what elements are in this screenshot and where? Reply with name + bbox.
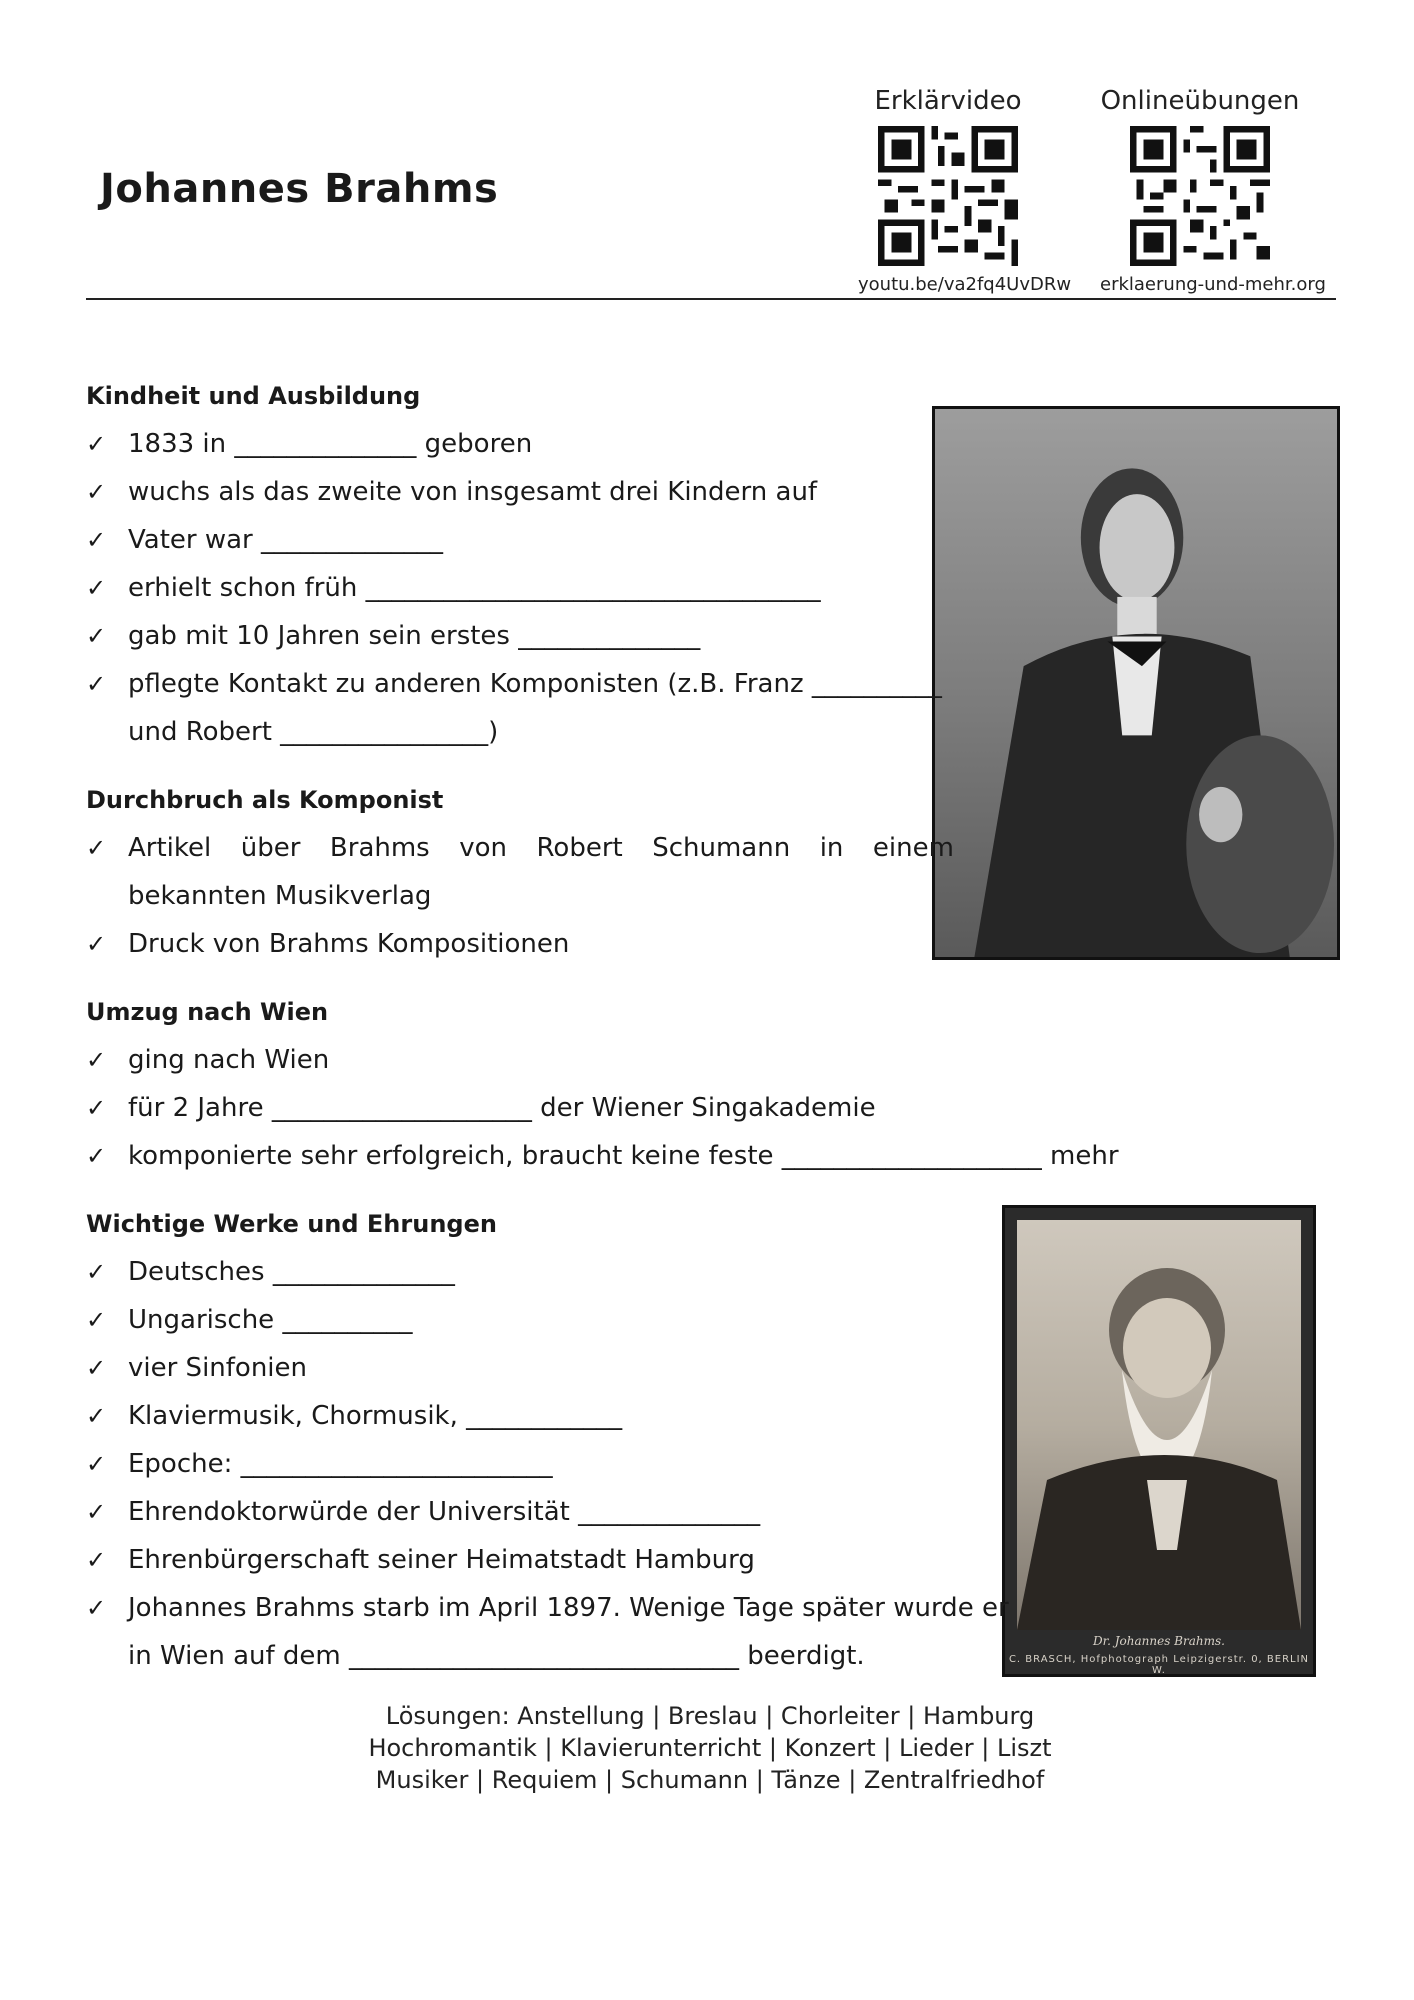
item-continuation: in Wien auf dem ______________________________ beerdigt. [128, 1641, 865, 1671]
item-text-justified [128, 824, 954, 872]
check-icon: ✓ [86, 1546, 107, 1574]
word: Schumann [652, 833, 791, 863]
check-icon: ✓ [86, 1046, 107, 1074]
qr-code-icon[interactable] [878, 126, 1018, 266]
qr-block-exercises [1100, 86, 1326, 295]
item-text: vier Sinfonien [128, 1353, 308, 1383]
qr-block-video [858, 86, 1072, 295]
section-heading: Wichtige Werke und Ehrungen [86, 1210, 497, 1238]
section-heading: Kindheit und Ausbildung [86, 382, 421, 410]
list-item [86, 420, 1336, 468]
solutions-box [300, 1700, 1120, 1796]
check-icon: ✓ [86, 622, 107, 650]
list-item [86, 1344, 1336, 1392]
list-item [86, 516, 1336, 564]
list-item [86, 1536, 1336, 1584]
item-text: wuchs als das zweite von insgesamt drei Kindern auf [128, 477, 818, 507]
item-text: Druck von Brahms Kompositionen [128, 929, 570, 959]
list-item [86, 1440, 1336, 1488]
check-icon: ✓ [86, 1094, 107, 1122]
list-item [86, 564, 1336, 612]
check-icon: ✓ [86, 670, 107, 698]
word: Brahms [329, 833, 430, 863]
list-item [86, 1084, 1336, 1132]
solutions-line: Hochromantik | Klavierunterricht | Konzert | Lieder | Liszt [368, 1734, 1052, 1762]
list-item [86, 1132, 1336, 1180]
item-continuation: und Robert ________________) [128, 717, 499, 747]
item-text: Deutsches ______________ [128, 1257, 455, 1287]
list-item [86, 824, 1336, 872]
qr-label-exercises: Onlineübungen [1100, 86, 1300, 116]
photo-signature: Dr. Johannes Brahms. [1093, 1634, 1225, 1648]
section-heading: Umzug nach Wien [86, 998, 329, 1026]
list-item [86, 1296, 1336, 1344]
word: einem [872, 833, 954, 863]
check-icon: ✓ [86, 1258, 107, 1286]
list-item [86, 612, 1336, 660]
item-text: Ehrendoktorwürde der Universität ______________ [128, 1497, 761, 1527]
qr-url-exercises[interactable]: erklaerung-und-mehr.org [1100, 274, 1326, 295]
section-heading: Durchbruch als Komponist [86, 786, 444, 814]
item-text: 1833 in ______________ geboren [128, 429, 533, 459]
word: von [459, 833, 508, 863]
item-text: ging nach Wien [128, 1045, 330, 1075]
item-text: erhielt schon früh ___________________________________ [128, 573, 821, 603]
item-text: pflegte Kontakt zu anderen Komponisten (z.B. Franz __________ [128, 669, 942, 699]
check-icon: ✓ [86, 478, 107, 506]
item-text: Ehrenbürgerschaft seiner Heimatstadt Hamburg [128, 1545, 755, 1575]
word: über [240, 833, 301, 863]
page-title: Johannes Brahms [100, 166, 499, 212]
item-text: für 2 Jahre ____________________ der Wiener Singakademie [128, 1093, 876, 1123]
worksheet-content [86, 372, 1336, 1680]
header-divider [86, 298, 1336, 300]
list-item [86, 1248, 1336, 1296]
list-item [86, 1036, 1336, 1084]
item-text: gab mit 10 Jahren sein erstes ______________ [128, 621, 701, 651]
check-icon: ✓ [86, 930, 107, 958]
qr-label-video: Erklärvideo [874, 86, 1022, 116]
check-icon: ✓ [86, 834, 107, 862]
item-text: Johannes Brahms starb im April 1897. Wenige Tage später wurde er [128, 1593, 1009, 1623]
item-continuation: bekannten Musikverlag [128, 881, 432, 911]
check-icon: ✓ [86, 430, 107, 458]
item-text: Vater war ______________ [128, 525, 443, 555]
solutions-line: Lösungen: Anstellung | Breslau | Chorleiter | Hamburg [385, 1702, 1035, 1730]
solutions-line: Musiker | Requiem | Schumann | Tänze | Zentralfriedhof [375, 1766, 1045, 1794]
check-icon: ✓ [86, 1498, 107, 1526]
word: Robert [536, 833, 623, 863]
check-icon: ✓ [86, 1354, 107, 1382]
item-text: Epoche: ________________________ [128, 1449, 553, 1479]
list-item [86, 920, 1336, 968]
list-item [86, 1584, 1336, 1632]
qr-code-icon[interactable] [1130, 126, 1270, 266]
item-text: komponierte sehr erfolgreich, braucht keine feste ____________________ mehr [128, 1141, 1119, 1171]
word: in [819, 833, 844, 863]
list-item [86, 660, 1336, 708]
photo-studio-caption: C. BRASCH, Hofphotograph Leipzigerstr. 0, BERLIN W. [1008, 1654, 1310, 1676]
check-icon: ✓ [86, 1594, 107, 1622]
qr-url-video[interactable]: youtu.be/va2fq4UvDRw [858, 274, 1072, 295]
check-icon: ✓ [86, 526, 107, 554]
check-icon: ✓ [86, 1142, 107, 1170]
list-item [86, 468, 1336, 516]
check-icon: ✓ [86, 1402, 107, 1430]
list-item [86, 1488, 1336, 1536]
check-icon: ✓ [86, 1306, 107, 1334]
check-icon: ✓ [86, 1450, 107, 1478]
item-text: Ungarische __________ [128, 1305, 413, 1335]
list-item [86, 1392, 1336, 1440]
word: Artikel [128, 833, 212, 863]
check-icon: ✓ [86, 574, 107, 602]
item-text: Klaviermusik, Chormusik, ____________ [128, 1401, 623, 1431]
